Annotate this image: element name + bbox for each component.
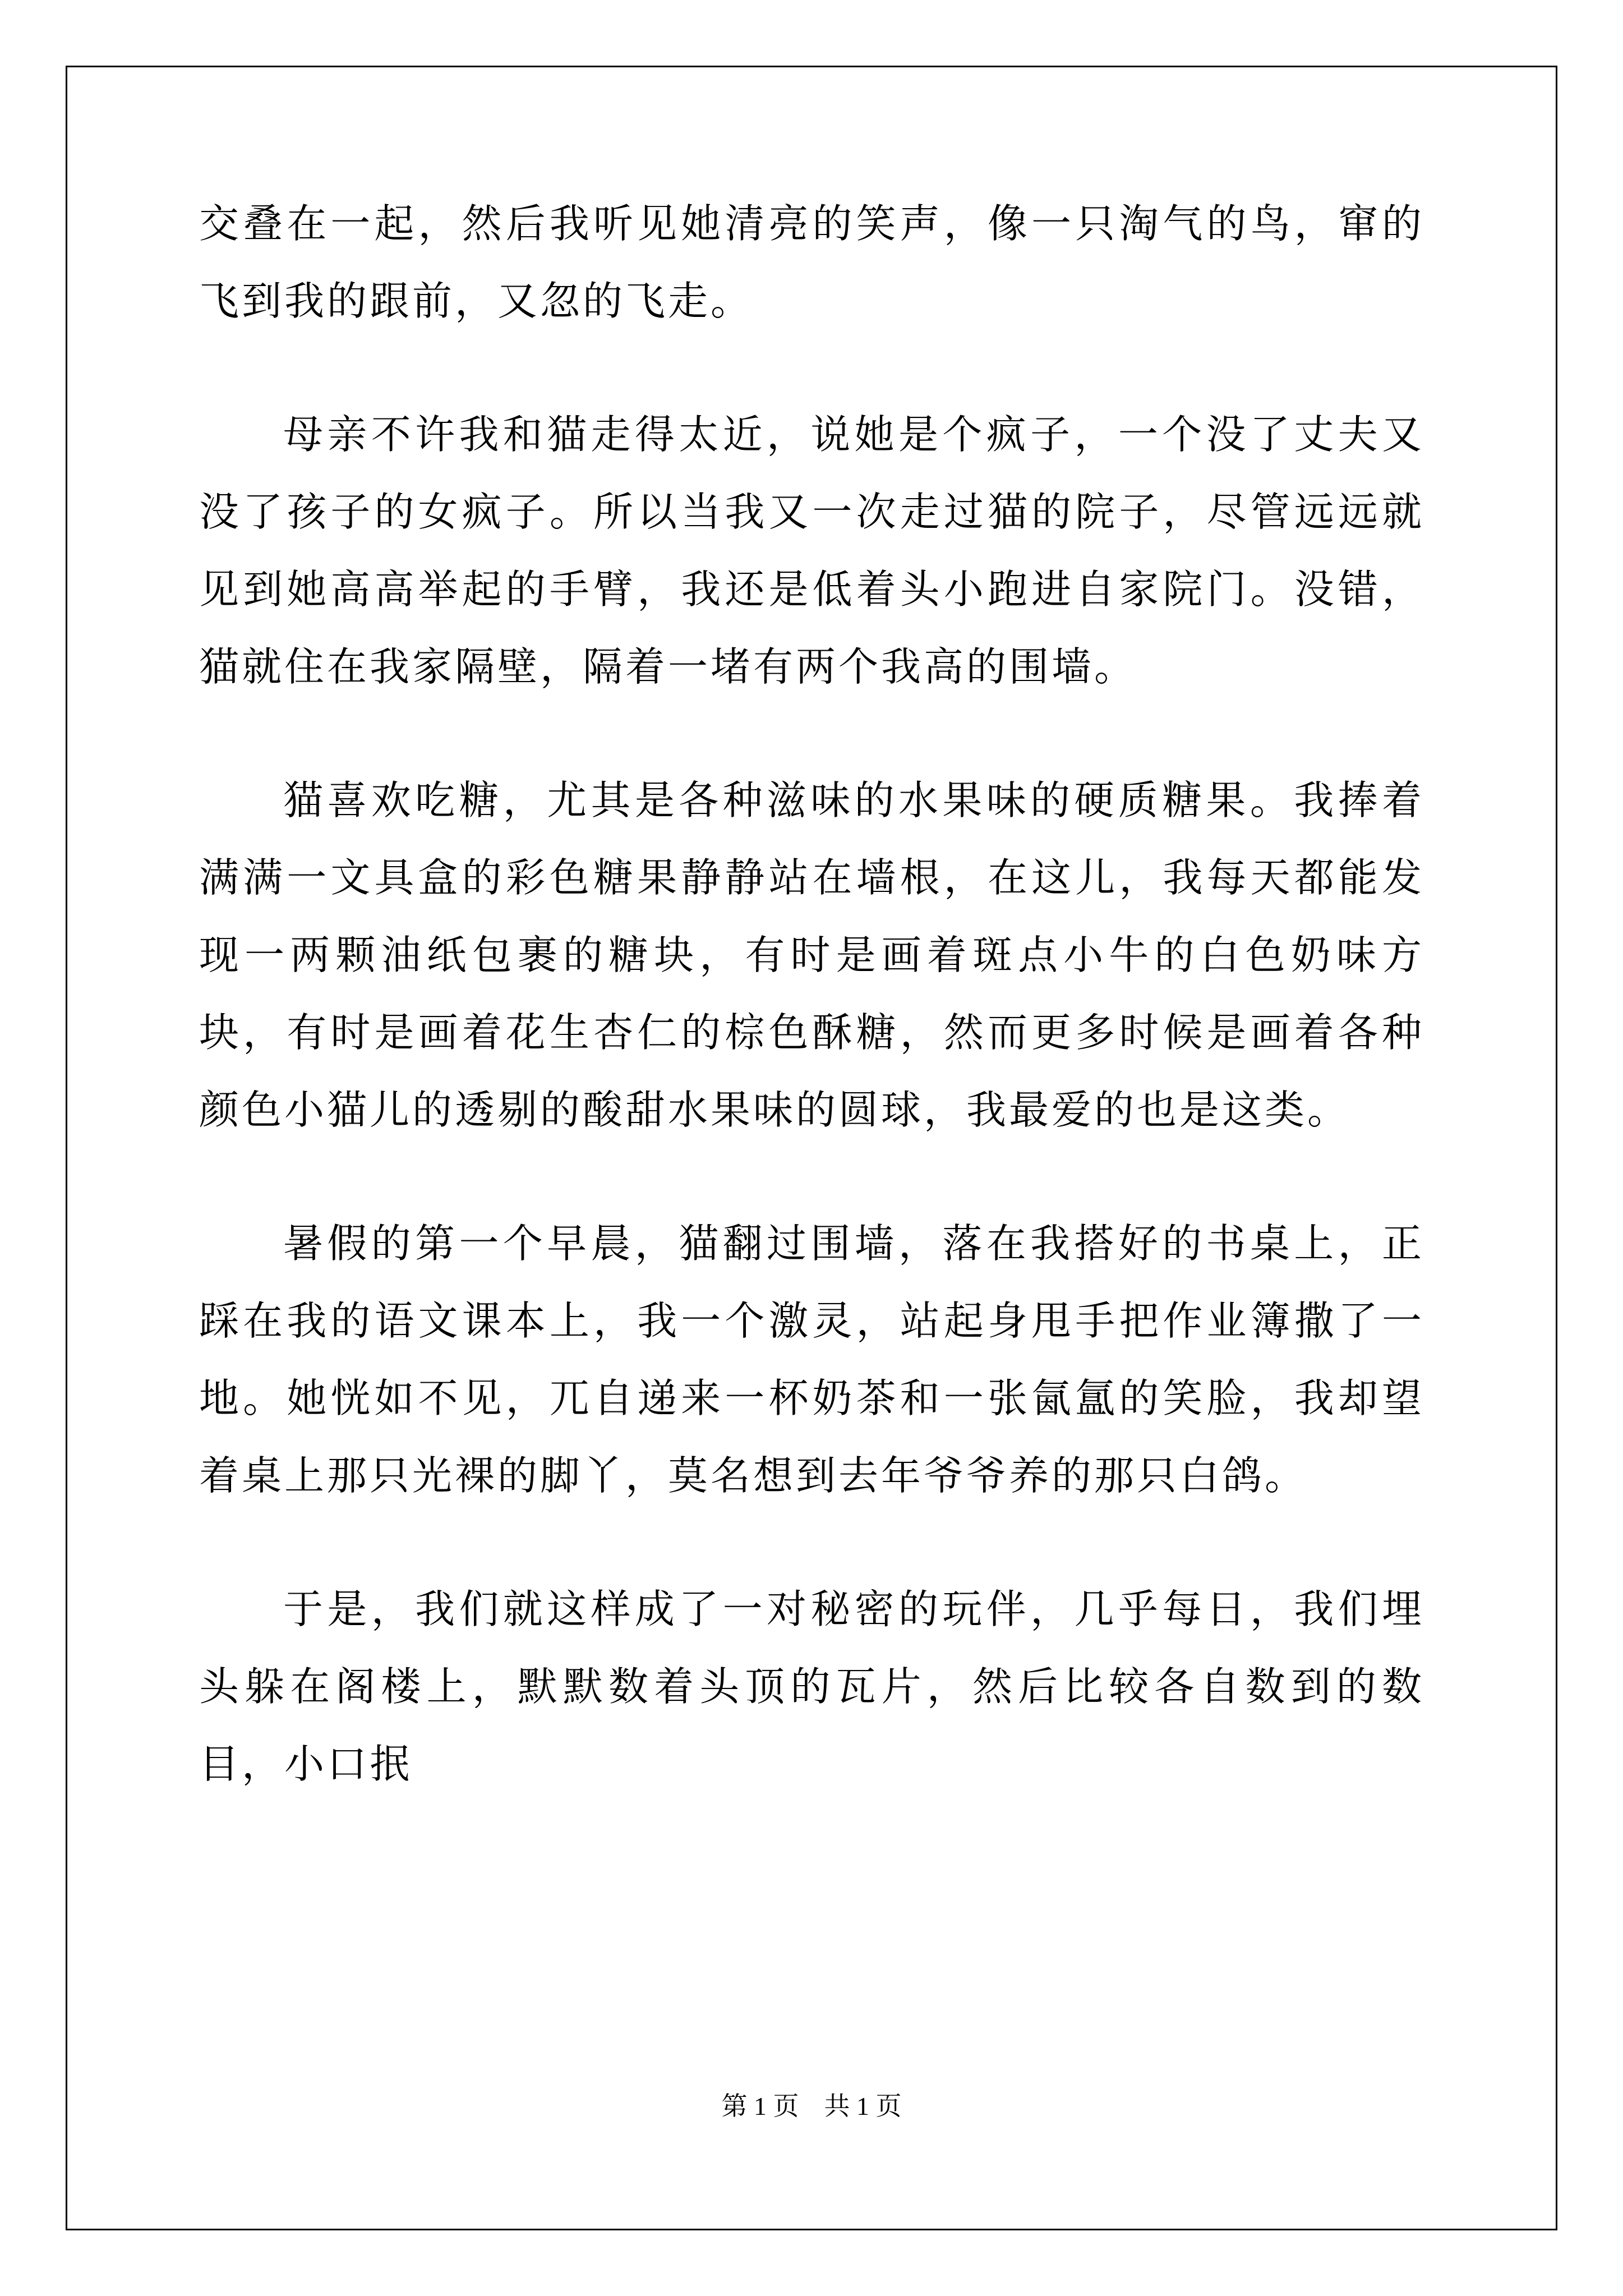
paragraph-1: 交叠在一起，然后我听见她清亮的笑声，像一只淘气的鸟，窜的飞到我的跟前，又忽的飞走。 xyxy=(199,200,1424,324)
document-body xyxy=(199,185,1424,1859)
paragraph-3: 猫喜欢吃糖，尤其是各种滋味的水果味的硬质糖果。我捧着满满一文具盒的彩色糖果静静站在墙根，在这儿，我每天都能发现一两颗油纸包裹的糖块，有时是画着斑点小牛的白色奶味方块，有时是画着花生杏仁的棕色酥糖，然而更多时候是画着各种颜色小猫儿的透剔的酸甜水果味的圆球，我最爱的也是这类。 xyxy=(199,777,1424,1133)
paragraph-5: 于是，我们就这样成了一对秘密的玩伴，几乎每日，我们埋头躲在阁楼上，默默数着头顶的瓦片，然后比较各自数到的数目，小口抿 xyxy=(199,1586,1424,1787)
paragraph-4: 暑假的第一个早晨，猫翻过围墙，落在我搭好的书桌上，正踩在我的语文课本上，我一个激灵，站起身甩手把作业簿撒了一地。她恍如不见，兀自递来一杯奶茶和一张氤氲的笑脸，我却望着桌上那只光裸的脚丫，莫名想到去年爷爷养的那只白鸽。 xyxy=(199,1220,1424,1499)
page-number-current: 第 1 页 xyxy=(721,2092,799,2120)
paragraph-2: 母亲不许我和猫走得太近，说她是个疯子，一个没了丈夫又没了孩子的女疯子。所以当我又一次走过猫的院子，尽管远远就见到她高高举起的手臂，我还是低着头小跑进自家院门。没错，猫就住在我家隔壁，隔着一堵有两个我高的围墙。 xyxy=(199,411,1424,690)
page-number-total: 共 1 页 xyxy=(824,2092,902,2120)
page-footer xyxy=(0,2090,1623,2123)
